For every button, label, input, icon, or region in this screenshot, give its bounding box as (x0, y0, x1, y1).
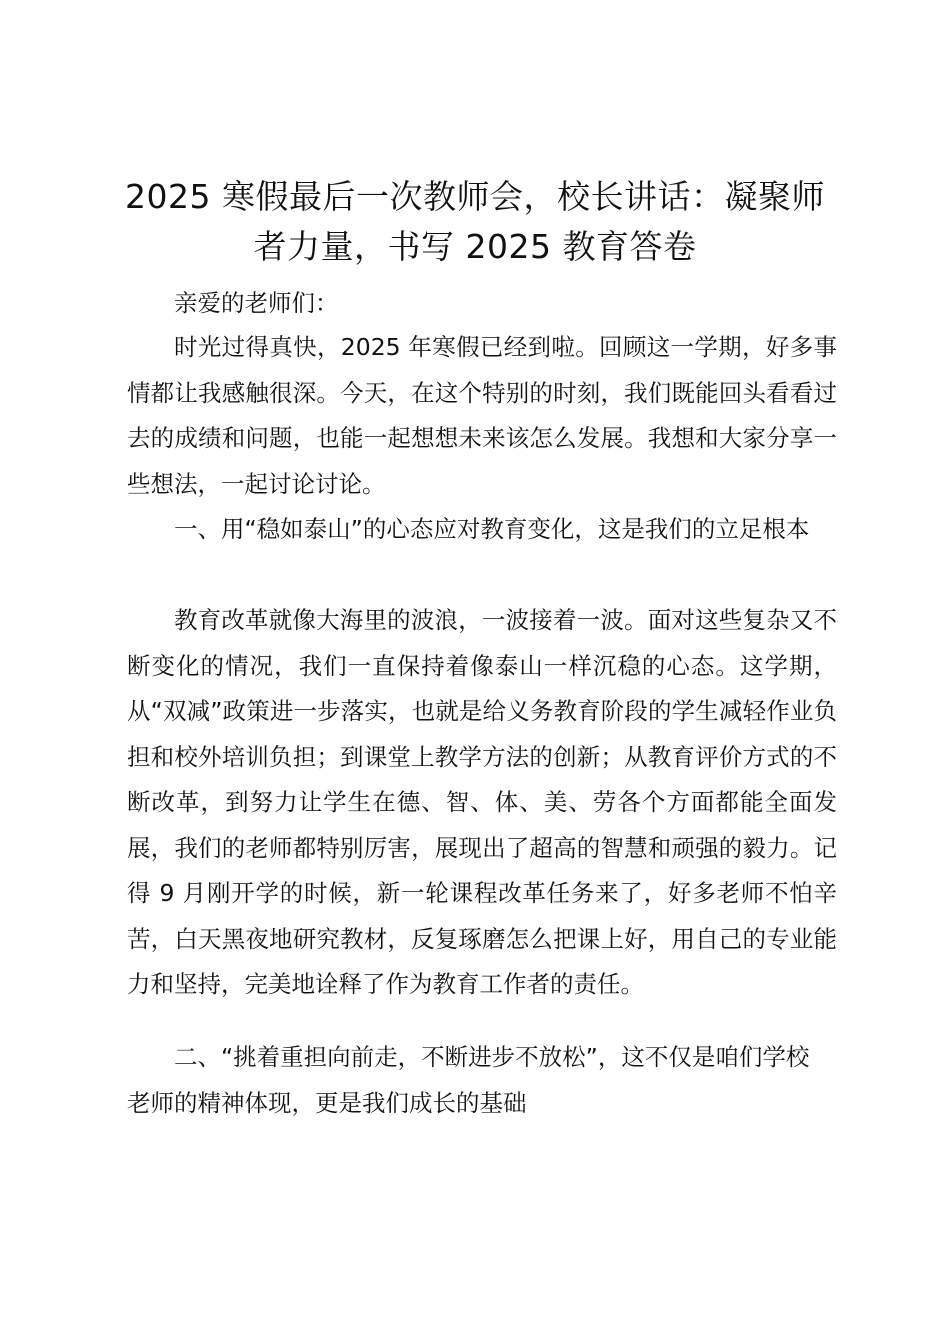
greeting-paragraph: 亲爱的老师们： (174, 289, 339, 317)
section-1-heading: 一、用“稳如泰山”的心态应对教育变化，这是我们的立足根本 (174, 515, 810, 543)
section-1-paragraph: 教育改革就像大海里的波浪，一波接着一波。面对这些复杂又不断变化的情况，我们一直保持着像泰山一样沉稳的心态。这学期，从“双减”政策进一步落实，也就是给义务教育阶段的学生减轻作业负担和校外培训负担；到课堂上教学方法的创新；从教育评价方式的不断改革，到努力让学生在德、智、体、美、劳各个方面都能全面发展，我们的老师都特别厉害，展现出了超高的智慧和顽强的毅力。记得 9 月刚开学的时候，新一轮课程改革任务来了，好多老师不怕辛苦，白天黑夜地研究教材，反复琢磨怎么把课上好，用自己的专业能力和坚持，完美地诠释了作为教育工作者的责任。 (127, 606, 837, 998)
intro-paragraph: 时光过得真快，2025 年寒假已经到啦。回顾这一学期，好多事情都让我感触很深。今天，在这个特别的时刻，我们既能回头看看过去的成绩和问题，也能一起想想未来该怎么发展。我想和大家分享一些想法，一起讨论讨论。 (127, 333, 837, 498)
document-title: 2025 寒假最后一次教师会，校长讲话：凝聚师者力量，书写 2025 教育答卷 (125, 177, 825, 266)
section-2-heading: 二、“挑着重担向前走，不断进步不放松”，这不仅是咱们学校老师的精神体现，更是我们成长的基础 (127, 1043, 810, 1117)
